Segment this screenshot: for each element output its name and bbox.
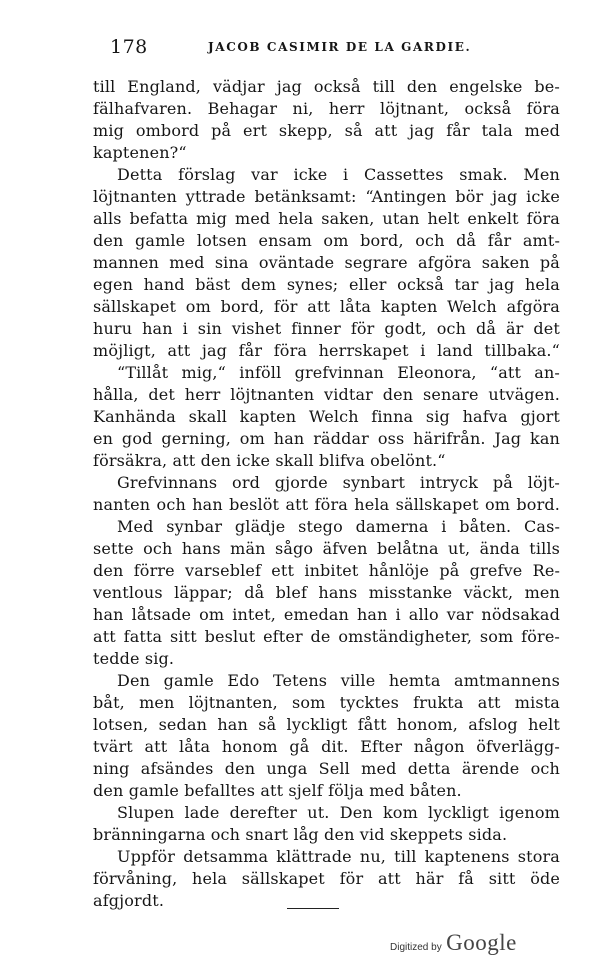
google-logo: Google (446, 930, 517, 955)
text-line: Slupen lade derefter ut. Den kom lyckligt igenom (117, 803, 560, 822)
text-line: ning afsändes den unga Sell med detta ärende och (93, 759, 560, 778)
digitized-label: Digitized by (390, 942, 442, 953)
text-line: den förre varseblef ett inbitet hånlöje på grefve Re- (93, 561, 560, 580)
text-line: mannen med sina oväntade segrare afgöra saken på (93, 253, 560, 272)
text-line: mig ombord på ert skepp, så att jag får tala med (93, 121, 560, 140)
text-line: till England, vädjar jag också till den engelske be- (93, 77, 560, 96)
text-line: båt, men löjtnanten, som tycktes frukta att mista (93, 693, 560, 712)
text-line: afgjordt. (93, 891, 165, 910)
text-line: “Tillåt mig,“ inföll grefvinnan Eleonora, “att an- (117, 363, 560, 382)
text-line: kaptenen?“ (93, 143, 187, 162)
text-line: tvärt att låta honom gå dit. Efter någon öfverlägg- (93, 737, 560, 756)
text-line: Den gamle Edo Tetens ville hemta amtmannens (117, 671, 560, 690)
text-line: Med synbar glädje stego damerna i båten. Cas- (117, 517, 560, 536)
text-line: den gamle befalltes att sjelf följa med båten. (93, 781, 462, 800)
text-line: nanten och han beslöt att föra hela sällskapet om bord. (93, 495, 560, 514)
text-line: hålla, det herr löjtnanten vidtar den senare utvägen. (93, 385, 560, 404)
text-line: försäkra, att den icke skall blifva obelönt.“ (93, 451, 446, 470)
text-line: tedde sig. (93, 649, 175, 668)
text-line: Detta förslag var icke i Cassettes smak. Men (117, 165, 560, 184)
text-line: Grefvinnans ord gjorde synbart intryck på löjt- (117, 473, 560, 492)
page-number: 178 (110, 36, 148, 58)
digitized-watermark (390, 930, 517, 956)
text-line: huru han i sin vishet finner för godt, och då är det (93, 319, 560, 338)
text-line: den gamle lotsen ensam om bord, och då får amt- (93, 231, 560, 250)
text-line: sette och hans män sågo äfven belåtna ut, ända tills (93, 539, 560, 558)
running-head: JACOB CASIMIR DE LA GARDIE. (208, 40, 472, 54)
text-line: egen hand bäst dem synes; eller också tar jag hela (93, 275, 560, 294)
text-line: bränningarna och snart låg den vid skeppets sida. (93, 825, 508, 844)
text-line: löjtnanten yttrade betänksamt: “Antingen bör jag icke (93, 187, 560, 206)
text-line: att fatta sitt beslut efter de omständigheter, som före- (93, 627, 560, 646)
text-line: Kanhända skall kapten Welch finna sig hafva gjort (93, 407, 560, 426)
footer-rule (287, 908, 339, 909)
text-line: lotsen, sedan han så lyckligt fått honom, afslog helt (93, 715, 560, 734)
text-line: han låtsade om intet, emedan han i allo var nödsakad (93, 605, 560, 624)
text-line: Uppför detsamma klättrade nu, till kaptenens stora (117, 847, 560, 866)
text-line: sällskapet om bord, för att låta kapten Welch afgöra (93, 297, 560, 316)
text-line: möjligt, att jag får föra herrskapet i land tillbaka.“ (93, 341, 560, 360)
text-line: en god gerning, om han räddar oss härifrån. Jag kan (93, 429, 560, 448)
text-line: ventlous läppar; då blef hans misstanke väckt, men (93, 583, 560, 602)
text-line: fälhafvaren. Behagar ni, herr löjtnant, också föra (93, 99, 560, 118)
text-line: förvåning, hela sällskapet för att här få sitt öde (93, 869, 560, 888)
text-line: alls befatta mig med hela saken, utan helt enkelt föra (93, 209, 560, 228)
